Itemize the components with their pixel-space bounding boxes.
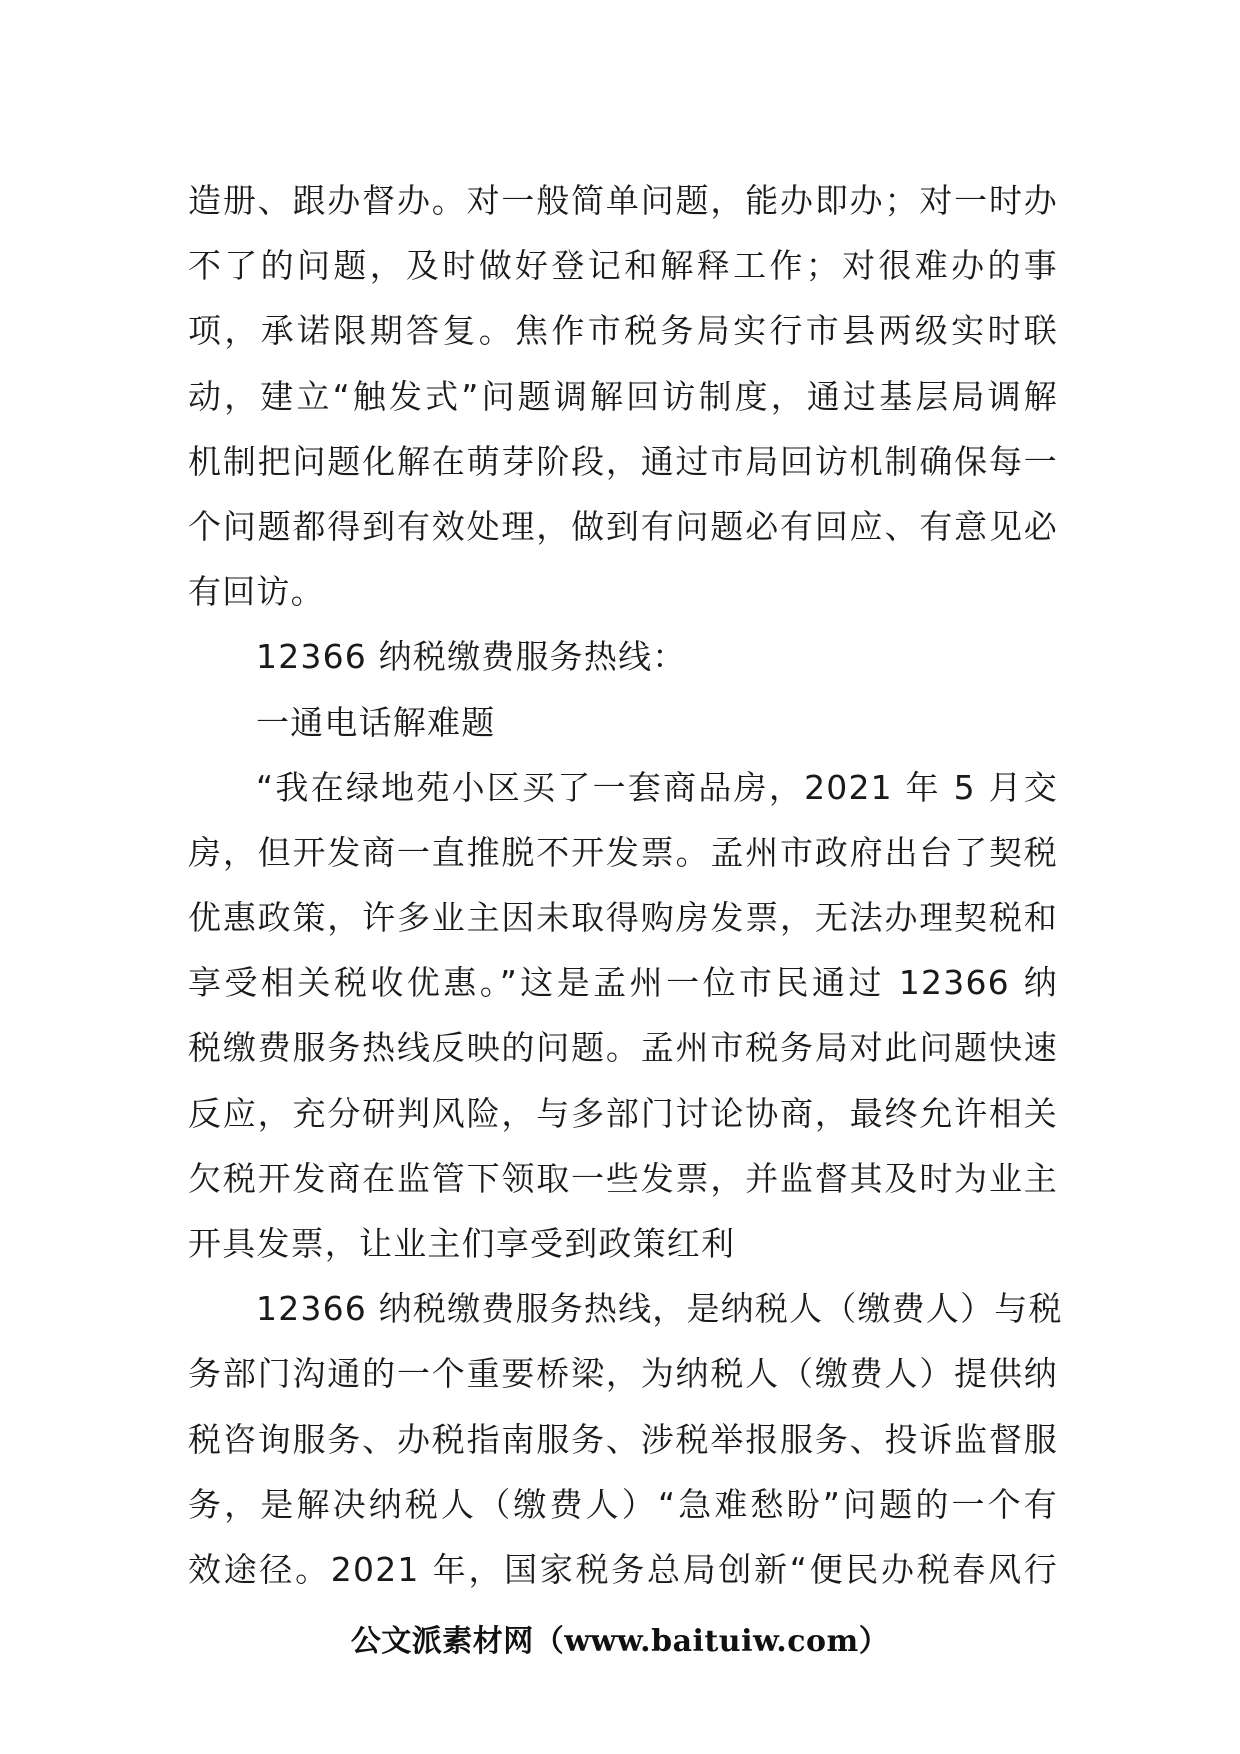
text-line: 个问题都得到有效处理，做到有问题必有回应、有意见必 bbox=[188, 506, 1058, 546]
text-line: 动，建立“触发式”问题调解回访制度，通过基层局调解 bbox=[188, 376, 1058, 416]
text-line: 一通电话解难题 bbox=[256, 702, 496, 742]
text-line: 务，是解决纳税人（缴费人）“急难愁盼”问题的一个有 bbox=[188, 1484, 1058, 1524]
text-line: 反应，充分研判风险，与多部门讨论协商，最终允许相关 bbox=[188, 1093, 1058, 1133]
text-line: 欠税开发商在监管下领取一些发票，并监督其及时为业主 bbox=[188, 1158, 1058, 1198]
footer-watermark: 公文派素材网（www.baituiw.com） bbox=[350, 1624, 890, 1659]
text-line: 12366 纳税缴费服务热线： bbox=[256, 637, 687, 677]
text-line: 项，承诺限期答复。焦作市税务局实行市县两级实时联 bbox=[188, 311, 1058, 351]
text-line: “我在绿地苑小区买了一套商品房，2021 年 5 月交 bbox=[256, 767, 1058, 807]
text-line: 造册、跟办督办。对一般简单问题，能办即办；对一时办 bbox=[188, 181, 1058, 220]
text-line: 机制把问题化解在萌芽阶段，通过市局回访机制确保每一 bbox=[188, 441, 1058, 481]
text-line: 税咨询服务、办税指南服务、涉税举报服务、投诉监督服 bbox=[188, 1419, 1058, 1459]
text-line: 享受相关税收优惠。”这是孟州一位市民通过 12366 纳 bbox=[188, 963, 1058, 1003]
text-line: 不了的问题，及时做好登记和解释工作；对很难办的事 bbox=[188, 246, 1058, 286]
text-line: 开具发票，让业主们享受到政策红利 bbox=[188, 1224, 736, 1263]
text-line: 有回访。 bbox=[188, 572, 325, 612]
text-line: 12366 纳税缴费服务热线，是纳税人（缴费人）与税 bbox=[256, 1289, 1063, 1329]
text-line: 优惠政策，许多业主因未取得购房发票，无法办理契税和 bbox=[188, 898, 1058, 938]
text-line: 效途径。2021 年，国家税务总局创新“便民办税春风行 bbox=[188, 1549, 1058, 1589]
text-line: 务部门沟通的一个重要桥梁，为纳税人（缴费人）提供纳 bbox=[188, 1354, 1058, 1394]
text-line: 税缴费服务热线反映的问题。孟州市税务局对此问题快速 bbox=[188, 1028, 1058, 1068]
text-line: 房，但开发商一直推脱不开发票。孟州市政府出台了契税 bbox=[188, 832, 1058, 872]
document-body bbox=[188, 168, 1063, 1602]
